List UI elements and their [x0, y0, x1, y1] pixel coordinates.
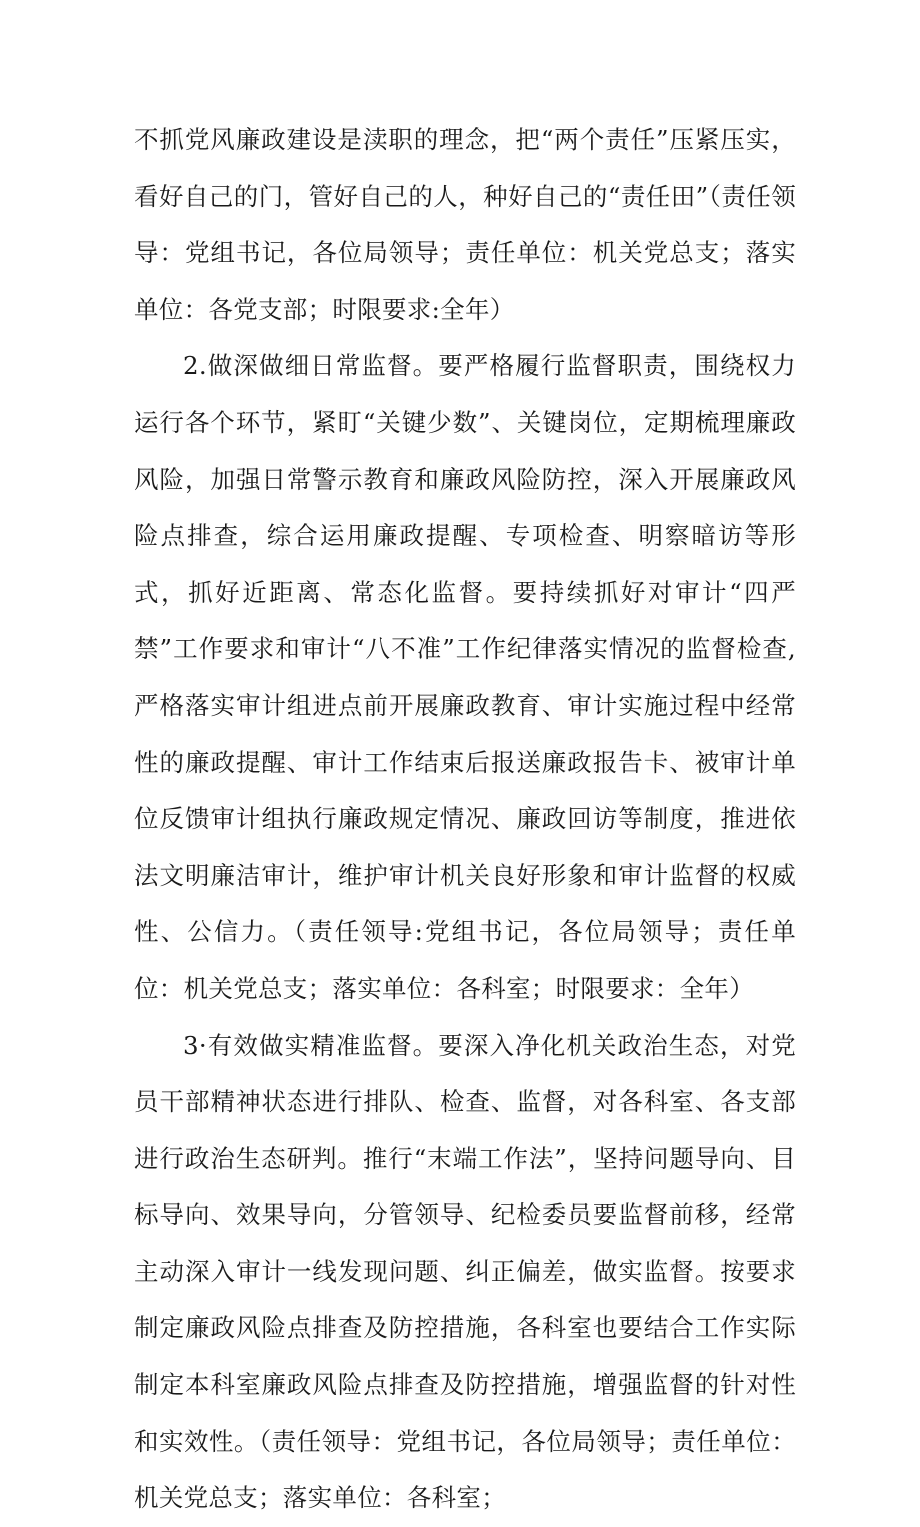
- paragraph-continuation: 不抓党风廉政建设是渎职的理念，把“两个责任”压紧压实，看好自己的门，管好自己的人，种好自己的“责任田”（责任领导：党组书记，各位局领导；责任单位：机关党总支；落实单位：各党支部；时限要求:全年）: [134, 125, 796, 324]
- paragraph-precise-supervision: 3·有效做实精准监督。要深入净化机关政治生态，对党员干部精神状态进行排队、检查、监督，对各科室、各支部进行政治生态研判。推行“末端工作法”，坚持问题导向、目标导向、效果导向，分管领导、纪检委员要监督前移，经常主动深入审计一线发现问题、纠正偏差，做实监督。按要求制定廉政风险点排查及防控措施，各科室也要结合工作实际制定本科室廉政风险点排查及防控措施，增强监督的针对性和实效性。（责任领导：党组书记，各位局领导；责任单位：机关党总支；落实单位：各科室；: [134, 1030, 796, 1513]
- paragraph-daily-supervision: 2.做深做细日常监督。要严格履行监督职责，围绕权力运行各个环节，紧盯“关键少数”、关键岗位，定期梳理廉政风险，加强日常警示教育和廉政风险防控，深入开展廉政风险点排查，综合运用廉政提醒、专项检查、明察暗访等形式，抓好近距离、常态化监督。要持续抓好对审计“四严禁”工作要求和审计“八不准”工作纪律落实情况的监督检查,严格落实审计组进点前开展廉政教育、审计实施过程中经常性的廉政提醒、审计工作结束后报送廉政报告卡、被审计单位反馈审计组执行廉政规定情况、廉政回访等制度，推进依法文明廉洁审计，维护审计机关良好形象和审计监督的权威性、公信力。（责任领导:党组书记，各位局领导；责任单位：机关党总支；落实单位：各科室；时限要求：全年）: [134, 351, 796, 1003]
- document-body: [134, 112, 796, 1527]
